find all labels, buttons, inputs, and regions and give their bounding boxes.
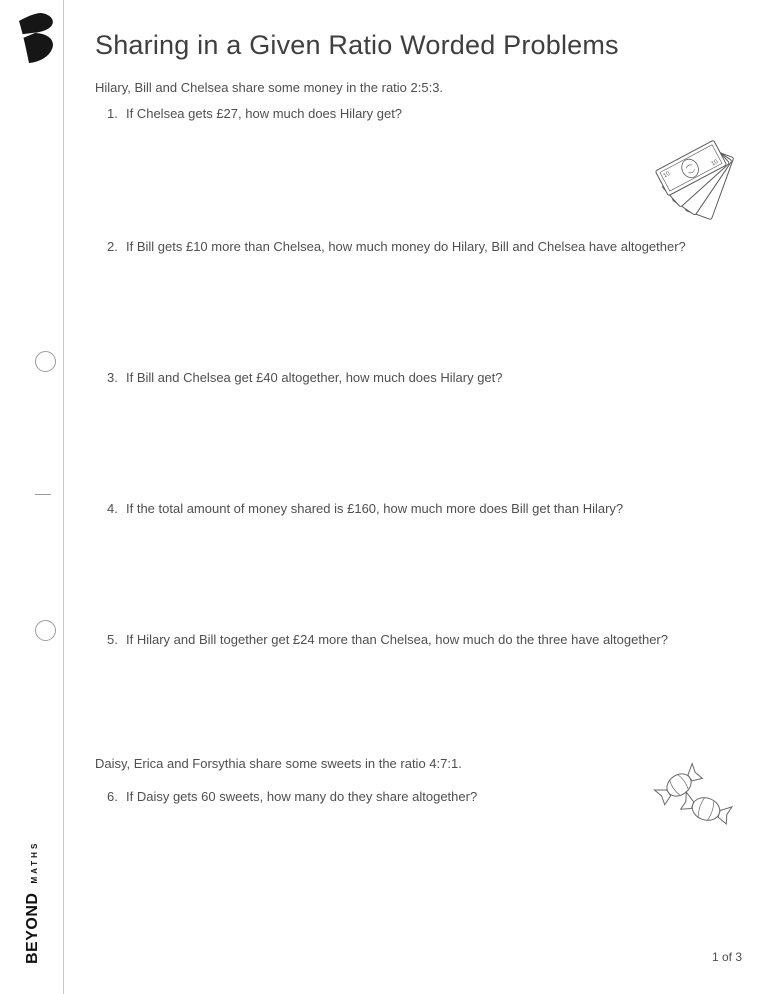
- page-number: 1 of 3: [711, 950, 742, 964]
- question-number: 2.: [107, 239, 118, 254]
- svg-text:10: 10: [662, 170, 672, 180]
- question-text: If Hilary and Bill together get £24 more than Chelsea, how much do the three have altogether?: [126, 632, 668, 647]
- page-title: Sharing in a Given Ratio Worded Problems: [95, 30, 619, 60]
- brand-vertical-text: [24, 841, 42, 964]
- section2-intro: Daisy, Erica and Forsythia share some sweets in the ratio 4:7:1.: [95, 756, 462, 771]
- question-4: [95, 500, 735, 519]
- banknotes-illustration-icon: [626, 80, 751, 180]
- question-3: [95, 369, 735, 388]
- svg-text:10: 10: [710, 158, 720, 168]
- question-number: 6.: [107, 789, 118, 804]
- section1-intro: Hilary, Bill and Chelsea share some money in the ratio 2:5:3.: [95, 80, 444, 95]
- margin-tick: [35, 494, 51, 495]
- question-number: 5.: [107, 632, 118, 647]
- question-number: 4.: [107, 501, 118, 516]
- brand-name: BEYOND: [24, 892, 41, 964]
- question-5: [95, 631, 735, 650]
- hole-punch-circle: [35, 620, 56, 641]
- margin-rule: [63, 0, 64, 994]
- question-text: If Bill and Chelsea get £40 altogether, how much does Hilary get?: [126, 370, 503, 385]
- sweets-illustration-icon: [648, 752, 740, 840]
- question-number: 1.: [107, 106, 118, 121]
- question-text: If Chelsea gets £27, how much does Hilary get?: [126, 106, 403, 121]
- question-2: [95, 238, 735, 257]
- question-text: If the total amount of money shared is £160, how much more does Bill get than Hilary?: [126, 501, 624, 516]
- hole-punch-circle: [35, 351, 56, 372]
- question-text: If Bill gets £10 more than Chelsea, how much money do Hilary, Bill and Chelsea have altogether?: [126, 239, 686, 254]
- question-6: [95, 788, 735, 807]
- question-number: 3.: [107, 370, 118, 385]
- beyond-logo-icon: [16, 12, 56, 64]
- question-text: If Daisy gets 60 sweets, how many do they share altogether?: [126, 789, 478, 804]
- brand-subtitle: MATHS: [30, 840, 39, 884]
